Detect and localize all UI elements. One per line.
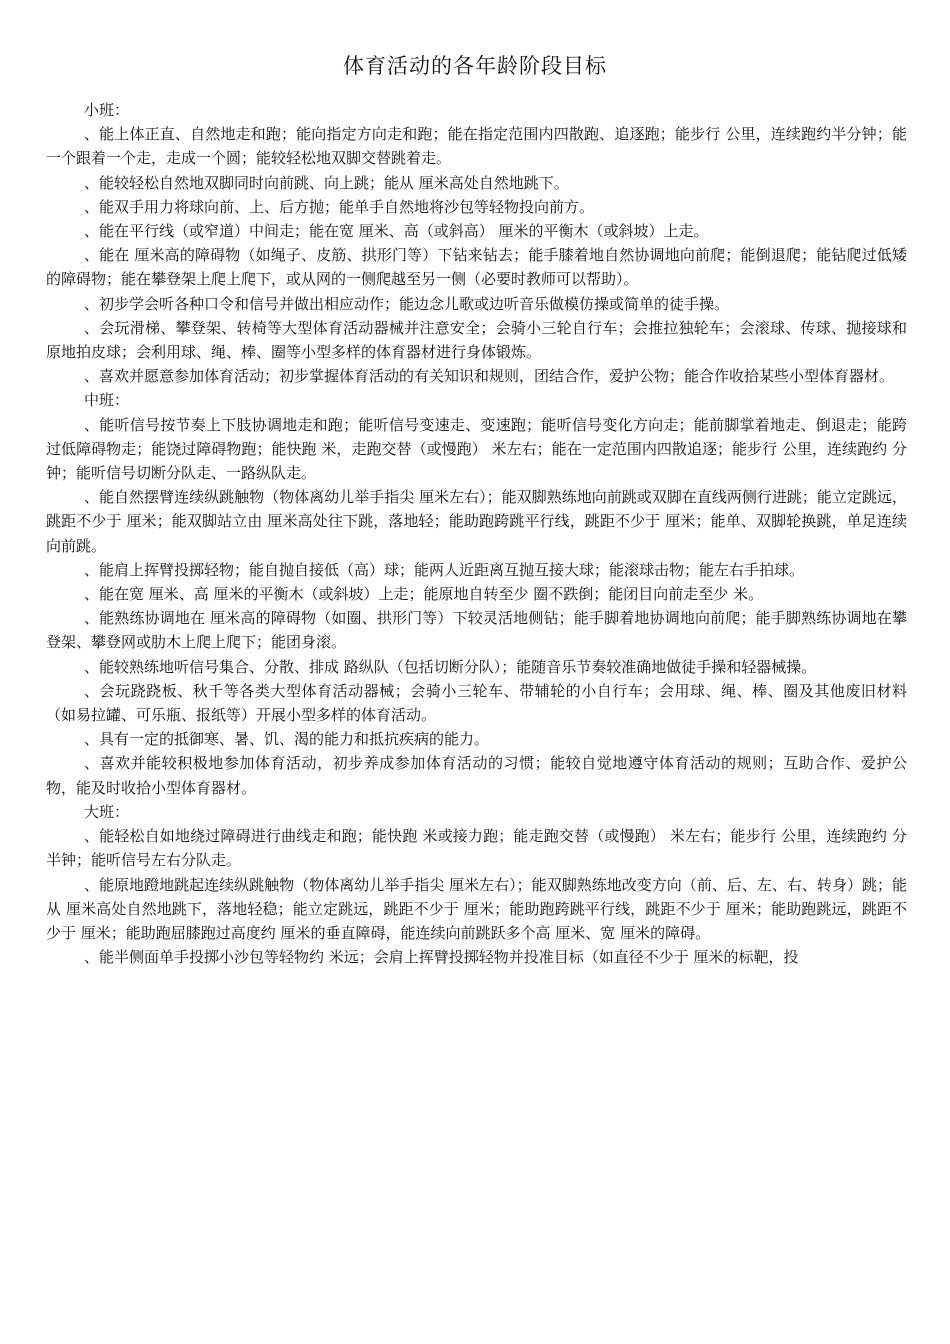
paragraph: 、能双手用力将球向前、上、后方抛；能单手自然地将沙包等轻物投向前方。	[84, 197, 595, 216]
paragraph: 、初步学会听各种口令和信号并做出相应动作；能边念儿歌或边听音乐做模仿操或简单的徒手操。	[84, 294, 730, 313]
paragraph: 、喜欢并愿意参加体育活动；初步掌握体育活动的有关知识和规则，团结合作，爱护公物；能合作收拾某些小型体育器材。	[84, 367, 895, 386]
section-heading: 中班：	[84, 391, 130, 410]
paragraph: 、具有一定的抵御寒、暑、饥、渴的能力和抵抗疾病的能力。	[84, 730, 490, 749]
paragraph: 、能较熟练地听信号集合、分散、排成 路纵队（包括切断分队）；能随音乐节奏较准确地做徒手操和轻器械操。	[84, 657, 817, 676]
paragraph: 、能半侧面单手投掷小沙包等轻物约 米远；会肩上挥臂投掷轻物并投准目标（如直径不少于 厘米的标靶，投	[84, 948, 799, 967]
paragraph: 、能肩上挥臂投掷轻物；能自抛自接低（高）球；能两人近距离互抛互接大球；能滚球击物；能左右手拍球。	[84, 560, 805, 579]
paragraph: 、能在宽 厘米、高 厘米的平衡木（或斜坡）上走；能原地自转至少 圈不跌倒；能闭目向前走至少 米。	[84, 585, 764, 604]
paragraph: 、能原地蹬地跳起连续纵跳触物（物体离幼儿举手指尖 厘米左右）；能双脚熟练地改变方向（前、后、左、右、转身）跳；能从 厘米高处自然地跳下，落地轻稳；能立定跳远，跳距不少于 厘米；能助跑跨跳平行线，跳距不少于 厘米；能助跑跳远，跳距不少于 厘米；能助跑屈膝跑过高度约 厘米的垂直障碍，能连续向前跳跃多个高 厘米、宽 厘米的障碍。	[46, 875, 907, 942]
section-middle-class	[46, 388, 907, 799]
section-heading: 小班：	[84, 101, 130, 119]
paragraph: 、能上体正直、自然地走和跑；能向指定方向走和跑；能在指定范围内四散跑、追逐跑；能步行 公里，连续跑约半分钟；能一个跟着一个走，走成一个圆；能较轻松地双脚交替跳着走。	[46, 125, 907, 168]
paragraph: 、喜欢并能较积极地参加体育活动，初步养成参加体育活动的习惯；能较自觉地遵守体育活动的规则；互助合作、爱护公物，能及时收拾小型体育器材。	[46, 754, 907, 797]
section-heading: 大班：	[84, 802, 130, 821]
section-large-class	[46, 800, 907, 969]
document-body	[46, 98, 907, 969]
paragraph: 、能在平行线（或窄道）中间走；能在宽 厘米、高（或斜高） 厘米的平衡木（或斜坡）上走。	[84, 222, 709, 241]
paragraph: 、能轻松自如地绕过障碍进行曲线走和跑；能快跑 米或接力跑；能走跑交替（或慢跑） 米左右；能步行 公里，连续跑约 分半钟；能听信号左右分队走。	[46, 827, 907, 870]
paragraph: 、能较轻松自然地双脚同时向前跳、向上跳；能从 厘米高处自然地跳下。	[84, 173, 569, 192]
paragraph: 、会玩跷跷板、秋千等各类大型体育活动器械；会骑小三轮车、带辅轮的小自行车；会用球、绳、棒、圈及其他废旧材料（如易拉罐、可乐瓶、报纸等）开展小型多样的体育活动。	[46, 681, 907, 725]
section-small-class	[46, 98, 907, 388]
paragraph: 、能熟练协调地在 厘米高的障碍物（如圈、拱形门等）下较灵活地侧钻；能手脚着地协调地向前爬；能手脚熟练协调地在攀登架、攀登网或肋木上爬上爬下；能团身滚。	[46, 609, 907, 652]
paragraph: 、能听信号按节奏上下肢协调地走和跑；能听信号变速走、变速跑；能听信号变化方向走；能前脚掌着地走、倒退走；能跨过低障碍物走；能饶过障碍物跑；能快跑 米，走跑交替（或慢跑） 米左右；能在一定范围内四散追逐；能步行 公里，连续跑约 分钟；能听信号切断分队走、一路纵队走。	[46, 415, 907, 483]
paragraph: 、能在 厘米高的障碍物（如绳子、皮筋、拱形门等）下钻来钻去；能手膝着地自然协调地向前爬；能倒退爬；能钻爬过低矮的障碍物；能在攀登架上爬上爬下，或从网的一侧爬越至另一侧（必要时教师可以帮助）。	[46, 246, 907, 289]
paragraph: 、能自然摆臂连续纵跳触物（物体离幼儿举手指尖 厘米左右）；能双脚熟练地向前跳或双脚在直线两侧行进跳；能立定跳远，跳距不少于 厘米；能双脚站立由 厘米高处往下跳，落地轻；能助跑跨跳平行线，跳距不少于 厘米；能单、双脚轮换跳，单足连续向前跳。	[46, 488, 907, 555]
document-title: 体育活动的各年龄阶段目标	[343, 54, 607, 78]
paragraph: 、会玩滑梯、攀登架、转椅等大型体育活动器械并注意安全；会骑小三轮自行车；会推拉独轮车；会滚球、传球、抛接球和原地拍皮球；会利用球、绳、棒、圈等小型多样的体育器材进行身体锻炼。	[46, 318, 907, 362]
